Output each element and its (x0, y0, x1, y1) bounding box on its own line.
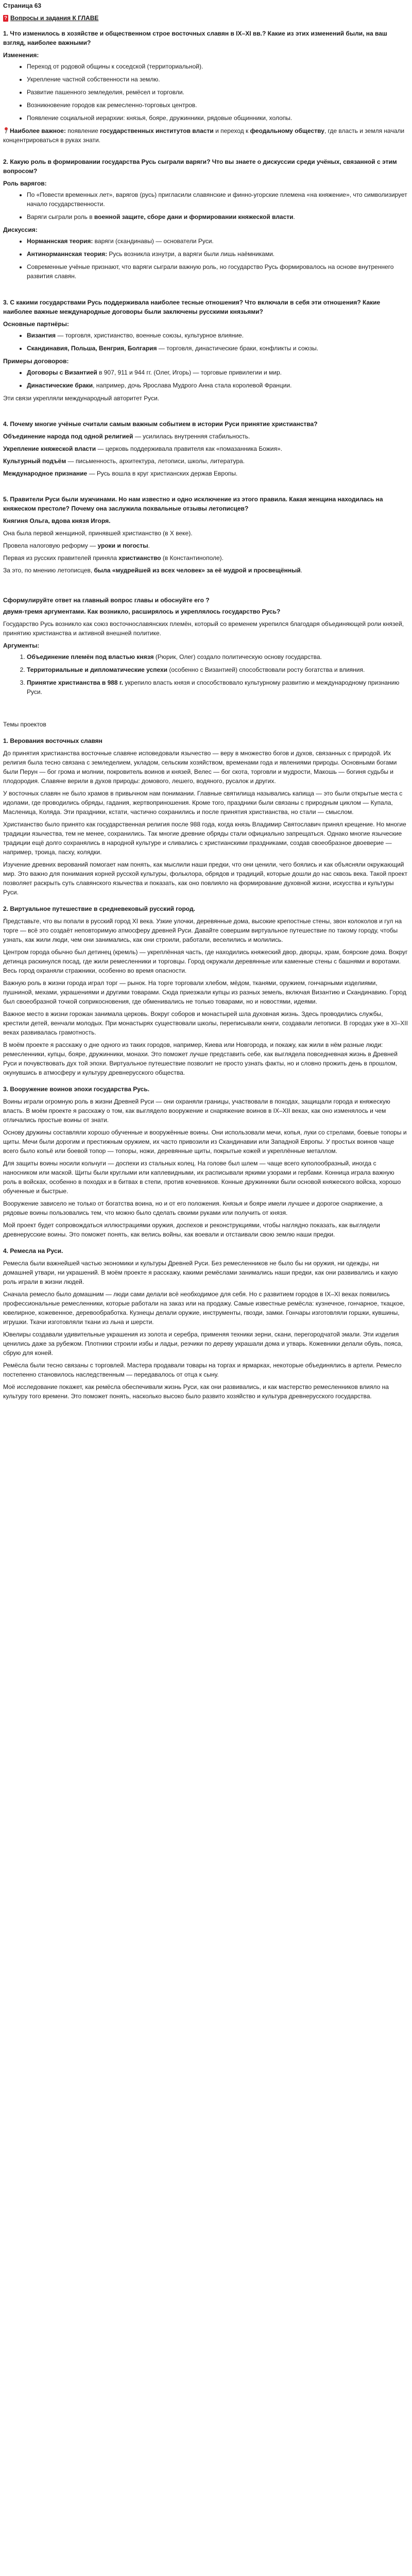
question-6-title: Сформулируйте ответ на главный вопрос главы и обоснуйте его ? (3, 597, 210, 604)
q6-arg-bold: Объединение племён под властью князя (27, 653, 154, 660)
list-item (27, 236, 409, 246)
q5-line (3, 541, 409, 550)
q1-changes-list (3, 62, 409, 123)
list-item: • Возникновение городов как ремесленно-торговых центров. (27, 100, 409, 110)
q5-text: . (148, 542, 150, 549)
list-item: • Укрепление частной собственности на землю. (27, 75, 409, 84)
q6-answer: Государство Русь возникло как союз восточнославянских племён, который со временем укрепился благодаря объединяющей роли князей, принятию христианства и активной внешней политике. (3, 620, 404, 637)
topic-paragraph: Христианство было принято как государственная религия после 988 года, когда князь Владимир Святославич принял крещение. Но многие традиции язычества, тем не менее, сохранились. Так многие древние обряды стали официально запрещаться. Однако многие языческие традиции ещё долго сохранялись в народной культуре и сливались с христианскими праздниками, создав своеобразное двоеверие — например, троица, пасху, колядки. (3, 821, 406, 856)
q4-point-text: — Русь вошла в круг христианских держав Европы. (87, 470, 238, 477)
q6-args-label: Аргументы: (3, 642, 40, 649)
q5-name: Княгиня Ольга, вдова князя Игоря. (3, 517, 111, 524)
q6-arg-text: (особенно с Византией) способствовали росту богатства и влияния. (167, 666, 365, 673)
q5-bold: была «мудрейшей из всех человек» за её мудрой и просвещённый (94, 567, 301, 574)
q4-point-text: — церковь поддерживала правителя как «помазанника Божия». (96, 445, 282, 452)
list-item (27, 368, 409, 377)
q2-role-list (3, 190, 409, 222)
question-2-title: 2. Какую роль в формировании государства Русь сыграли варяги? Что вы знаете о дискуссии среди учёных, связанной с этим вопросом? (3, 158, 397, 175)
question-icon: ? (4, 15, 8, 21)
question-1-title: 1. Что изменилось в хозяйстве и общественном строе восточных славян в IX–XI вв.? Какие из этих изменений были, на ваш взгляд, наиболее важными? (3, 30, 387, 46)
list-item (27, 344, 409, 353)
list-item: • Появление социальной иерархии: князья, бояре, дружинники, рядовые общинники, холопы. (27, 113, 409, 123)
list-item (27, 678, 409, 697)
topic-1-title: 1. Верования восточных славян (3, 737, 102, 744)
topic-3-title: 3. Вооружение воинов эпохи государства Русь. (3, 1086, 150, 1093)
list-item (27, 652, 409, 662)
q6-args-list (3, 652, 409, 697)
topic-paragraph: Важную роль в жизни города играл торг — рынок. На торге торговали хлебом, мёдом, тканями, оружием, гончарными изделиями, пушниной, мехами, украшениями и другими товарами. Сюда приезжали купцы из разных земель, включая Византию и Скандинавию. Город был своеобразной точкой соприкосновения, где обменивались не только товарами, но и новостями, идеями. (3, 979, 406, 1005)
topic-4-title: 4. Ремесла на Руси. (3, 1247, 63, 1255)
q5-text: . (300, 567, 303, 574)
q1-important-text: , где власть и земля начали концентрироваться в руках знати. (3, 127, 405, 144)
question-3-title: 3. С какими государствами Русь поддерживала наиболее тесные отношения? Что включали в себя эти отношения? Какие наиболее важные международные договоры были заключены русскими князьями? (3, 299, 381, 315)
q3-partner-text: — торговля, христианство, военные союзы, культурное влияние. (56, 332, 244, 339)
q5-line: Она была первой женщиной, принявшей христианство (в X веке). (3, 530, 193, 537)
topic-paragraph: До принятия христианства восточные славяне исповедовали язычество — веру в множество богов и духов, связанных с природой. Их религия была тесно связана с земледелием, укладом, сельским хозяйством, временами года и явлениями природы. Основными богами были Перун — бог грома и молнии, покровитель воинов и князей, Велес — бог скота, торговли и мудрости, Макошь — богиня судьбы и плодородия. Славяне верили в духов природы: домового, лешего, водяного, русалок и других. (3, 750, 397, 785)
pin-icon (3, 127, 9, 133)
topic-paragraph: В моём проекте я расскажу о дне одного из таких городов, например, Киева или Новгорода, и покажу, как жили в нём разные люди: ремесленники, купцы, бояре, дружинники, монахи. Это поможет лучше представить себе, как выглядела повседневная жизнь в Древней Руси и почувствовать дух той эпохи. Виртуальное путешествие позволит не просто узнать факты, но и словно прожить день в прошлом, окунувшись в атмосферу и культуру древнерусского общества. (3, 1041, 398, 1076)
q2-disc-list (3, 236, 409, 281)
topic-paragraph: Центром города обычно был детинец (кремль) — укреплённая часть, где находились княжеский двор, дворцы, храм, боярские дома. Вокруг детинца раскинулся посад, где жили ремесленники и торговцы. Город окружали деревянные или каменные стены с башнями и воротами. Весь город охраняли стражники, особенно во время опасности. (3, 948, 408, 974)
q3-examples-label: Примеры договоров: (3, 358, 69, 365)
q5-bold: христианство (118, 554, 161, 562)
list-item (27, 262, 409, 281)
q5-text: Провела налоговую реформу — (3, 542, 98, 549)
q4-point (3, 432, 409, 441)
q3-example-text: в 907, 911 и 944 гг. (Олег, Игорь) — торговые привилегии и мир. (97, 369, 282, 376)
q4-point-text: — усилилась внутренняя стабильность. (133, 433, 250, 440)
q1-changes-label: Изменения: (3, 52, 39, 59)
topic-paragraph: Ремесла были важнейшей частью экономики и культуры Древней Руси. Без ремесленников не было бы ни оружия, ни одежды, ни домашней утвари, ни украшений. В моём проекте я расскажу, какими ремёслами занимались наши предки, как они развивались и какую роль играли в жизни людей. (3, 1260, 398, 1285)
q3-partners-label: Основные партнёры: (3, 320, 69, 328)
list-item (27, 190, 409, 209)
q2-disc-text: Современные учёные признают, что варяги сыграли важную роль, но государство Русь формировалось на основе внутреннего развития славян. (27, 263, 394, 280)
q4-point-bold: Культурный подъём (3, 457, 66, 465)
section-title (3, 13, 409, 23)
q2-role-text: По «Повести временных лет», варягов (русь) пригласили славянские и финно-угорские племена «на княжение», что символизирует начало государственности. (27, 191, 407, 208)
q2-disc-text: Русь возникла изнутри, а варяги были лишь наёмниками. (107, 250, 275, 258)
q3-partners-list (3, 331, 409, 353)
question-4-title: 4. Почему многие учёные считали самым важным событием в истории Руси принятие христианства? (3, 420, 318, 428)
q1-important (3, 126, 409, 145)
topic-paragraph: Для защиты воины носили кольчуги — доспехи из стальных колец. На голове был шлем — чаще всего куполообразный, иногда с наносником или маской. Щиты были круглыми или каплевидными, их расписывали яркими узорами и гербами. Конница играла важную роль в войсках, особенно в походах и в битвах в степи, против кочевников. Конные дружинники были основой княжеского войска, хорошо обученные и быстрые. (3, 1160, 401, 1195)
q3-example-text: , например, дочь Ярослава Мудрого Анна стала королевой Франции. (93, 382, 292, 389)
q5-line (3, 566, 409, 575)
q3-partner-bold: Византия (27, 332, 56, 339)
topic-paragraph: Моё исследование покажет, как ремёсла обеспечивали жизнь Руси, как они развивались, и как мастерство ремесленников влияло на культуру того времени. Это поможет понять, насколько высоко было развито хозяйство и культура древнерусского государства. (3, 1383, 389, 1400)
topic-paragraph: Важное место в жизни горожан занимала церковь. Вокруг соборов и монастырей шла духовная жизнь. Здесь проводились службы, крестили детей, венчали молодых. При монастырях существовали школы, переписывали книги, создавали летописи. В городах уже в XI–XII веках развивалась грамотность. (3, 1010, 408, 1036)
q6-arg-text: (Рюрик, Олег) создало политическую основу государства. (153, 653, 322, 660)
q1-important-bold: государственных институтов власти (100, 127, 214, 134)
topic-paragraph: Вооружение зависело не только от богатства воина, но и от его положения. Князья и бояре имели лучшее и дорогое снаряжение, а рядовые воины пользовались тем, что можно было сделать своими руками или получить от князя. (3, 1200, 383, 1216)
q1-important-text: появление (65, 127, 100, 134)
q4-point (3, 456, 409, 466)
topic-paragraph: У восточных славян не было храмов в привычном нам понимании. Главные святилища назывались капища — это были открытые места с идолами, где проводились обряды, гадания, жертвоприношения. Кроме того, праздники были связаны с природным циклом — Купала, Масленица, Коляда. Эти праздники, кстати, частично сохранились и после принятия христианства, но стали — смыслом. (3, 790, 403, 816)
list-item (27, 249, 409, 259)
q3-examples-list (3, 368, 409, 390)
section-title-text: Вопросы и задания К ГЛАВЕ (10, 14, 99, 22)
q5-text: Первая из русских правителей приняла (3, 554, 119, 562)
q4-point-text: — письменность, архитектура, летописи, школы, литература. (66, 457, 245, 465)
topic-paragraph: Мой проект будет сопровождаться иллюстрациями оружия, доспехов и реконструкциями, чтобы наглядно показать, как выглядели древнерусские воины. Это поможет понять, как велись войны, как воевали и отстаивали свою землю наши предки. (3, 1222, 380, 1238)
list-item: • Переход от родовой общины к соседской (территориальной). (27, 62, 409, 71)
q3-closing: Эти связи укрепляли международный авторитет Руси. (3, 395, 160, 402)
q6-arg-bold: Территориальные и дипломатические успехи (27, 666, 168, 673)
list-item (27, 381, 409, 390)
topic-paragraph: Представьте, что вы попали в русский город XI века. Узкие улочки, деревянные дома, высокие крепостные стены, звон колоколов и гул на торге — всё это создаёт неповторимую атмосферу древней Руси. Давайте совершим виртуальное путешествие по такому городу, чтобы узнать, как жили люди, чем они занимались, как они строили, работали, веселились и молились. (3, 918, 402, 943)
q2-role-bold: военной защите, сборе дани и формировании княжеской власти (94, 213, 294, 221)
q4-point (3, 444, 409, 453)
q1-important-text: и переход к (213, 127, 250, 134)
q2-role-text: . (293, 213, 295, 221)
list-item: • Развитие пашенного земледелия, ремёсел и торговли. (27, 88, 409, 97)
q4-point-bold: Объединение народа под одной религией (3, 433, 133, 440)
q3-example-bold: Династические браки (27, 382, 93, 389)
q1-important-bold: феодальному обществу (250, 127, 324, 134)
q5-text: За это, по мнению летописцев, (3, 567, 94, 574)
q2-role-label: Роль варягов: (3, 180, 47, 187)
q4-point-bold: Международное признание (3, 470, 88, 477)
q2-role-text: Варяги сыграли роль в (27, 213, 94, 221)
topic-2-title: 2. Виртуальное путешествие в средневековый русский город. (3, 905, 195, 912)
q6-subtitle: двумя-тремя аргументами. Как возникло, расширялось и укреплялось государство Русь? (3, 608, 281, 615)
topic-paragraph: Изучение древних верований помогает нам понять, как мыслили наши предки, что они ценили, чего боялись и как объясняли окружающий мир. Это важно для понимания корней русской культуры, фольклора, обрядов и традиций, которые дошли до нас сквозь века. Такой проект позволяет раскрыть суть славянского язычества и показать, как оно повлияло на формирование духовной жизни, искусства и культуры Руси. (3, 861, 407, 896)
q4-point (3, 469, 409, 478)
question-5-title: 5. Правители Руси были мужчинами. Но нам известно и одно исключение из этого правила. Какая женщина находилась на княжеском престоле? Почему она заслужила похвальные отзывы летописцев? (3, 496, 383, 512)
q6-arg-bold: Принятие христианства в 988 г. (27, 679, 124, 686)
q5-text: (в Константинополе). (161, 554, 224, 562)
q2-disc-text: варяги (скандинавы) — основатели Руси. (93, 238, 214, 245)
topic-paragraph: Воины играли огромную роль в жизни Древней Руси — они охраняли границы, участвовали в походах, защищали города и княжескую власть. В моём проекте я расскажу о том, как выглядело вооружение и снаряжение воинов в IX–XII веках, как оно изменялось и чем отличались простые воины от знати. (3, 1098, 390, 1124)
q2-disc-bold: Антинорманнская теория: (27, 250, 108, 258)
q3-partner-bold: Скандинавия, Польша, Венгрия, Болгария (27, 345, 157, 352)
topics-title: Темы проектов (3, 721, 46, 728)
topic-paragraph: Основу дружины составляли хорошо обученные и вооружённые воины. Они использовали мечи, копья, луки со стрелами, боевые топоры и щиты. Мечи были дорогим и престижным оружием, их часто привозили из Скандинавии или Западной Европы. У простых воинов чаще всего было копьё или боевой топор — топоры, ножи, деревянные щиты, покрытые кожей и укреплённые металлом. (3, 1129, 407, 1155)
q2-disc-bold: Норманнская теория: (27, 238, 93, 245)
q1-important-lead: Наиболее важное: (10, 127, 66, 134)
q3-example-bold: Договоры с Византией (27, 369, 97, 376)
list-item (27, 331, 409, 340)
q5-line (3, 553, 409, 563)
page-title: Страница 63 (3, 2, 42, 9)
list-item (27, 212, 409, 222)
list-item (27, 665, 409, 674)
q3-partner-text: — торговля, династические браки, конфликты и союзы. (157, 345, 319, 352)
q4-point-bold: Укрепление княжеской власти (3, 445, 96, 452)
topic-paragraph: Сначала ремесло было домашним — люди сами делали всё необходимое для себя. Но с развитием городов в IX–XI веках появились профессиональные ремесленники, которые работали на заказ или на продажу. Самые известные ремёсла: кузнечное, гончарное, ткацкое, ювелирное, кожевенное, деревообработка. Кузнецы делали оружие, инструменты, гвозди, замки. Гончары изготовляли горшки, кувшины, игрушки. Ткачи изготовляли ткани из льна и шерсти. (3, 1291, 405, 1326)
topic-paragraph: Ювелиры создавали удивительные украшения из золота и серебра, применяя техники зерни, скани, перегородчатой эмали. Эти изделия ценились даже за рубежом. Плотники строили избы и ладьи, резчики по дереву украшали дома и утварь. Кожевники делали обувь, пояса, сбрую для коней. (3, 1331, 403, 1357)
q6-arg-text: укрепило власть князя и способствовало культурному развитию и международному признанию Руси. (27, 679, 400, 696)
topic-paragraph: Ремёсла были тесно связаны с торговлей. Мастера продавали товары на торгах и ярмарках, некоторые объединялись в артели. Ремесло постепенно становилось наследственным — передавалось от отца к сыну. (3, 1362, 402, 1378)
q2-disc-label: Дискуссия: (3, 226, 38, 233)
q5-bold: уроки и погосты (97, 542, 148, 549)
